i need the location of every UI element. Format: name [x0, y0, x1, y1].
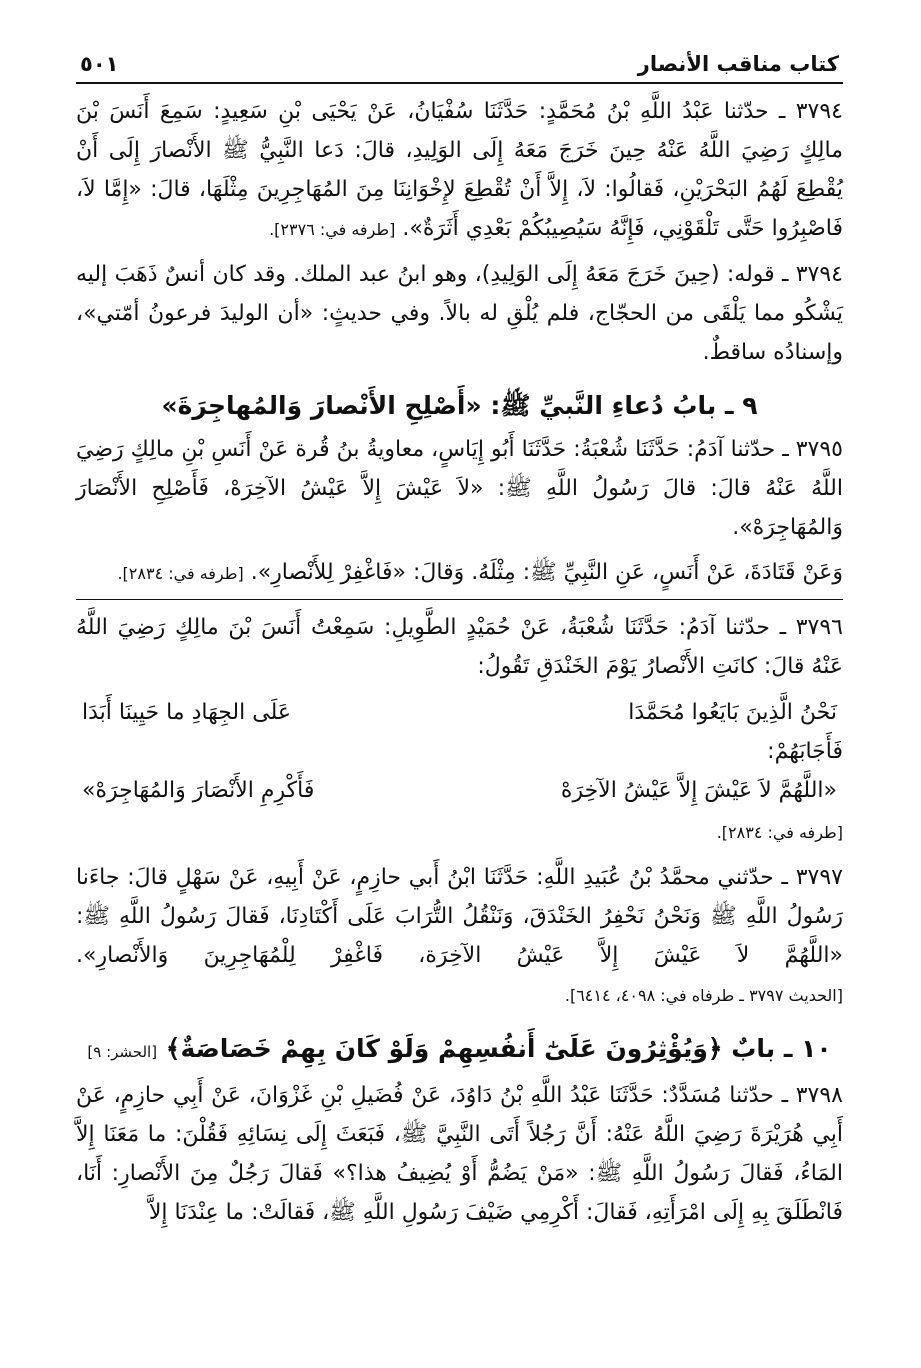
commentary-3794: ٣٧٩٤ ـ قوله: (حِينَ خَرَجَ مَعَهُ إِلَى الوَلِيدِ)، وهو ابنُ عبد الملك. وقد كان أنسٌ ذَهَبَ إليه يَشْكُو مما يَلْقَى من الحجّاج، فلم يُلْقِ له بالاً. وفي حديثٍ: «أن الوليدَ فرعونُ أمّتي»، وإسنادُه ساقطٌ. — [76, 262, 843, 365]
verse-line-2 — [76, 770, 843, 812]
page-number: ٥٠١ — [80, 52, 119, 76]
running-title: كتاب مناقب الأنصار — [637, 52, 839, 76]
hadith-3794-text: ٣٧٩٤ ـ حدّثنا عَبْدُ اللَّهِ بْنُ مُحَمَّدٍ: حَدَّثَنَا سُفْيَانُ، عَنْ يَحْيَى بْنِ سَعِيدٍ: سَمِعَ أَنَسَ بْنَ مالِكٍ رَضِيَ اللَّهُ عَنْهُ حِينَ خَرَجَ مَعَهُ إِلَى الوَلِيدِ، قالَ: دَعا النَّبِيُّ ﷺ الأَنْصارَ إِلَى أَنْ يُقْطِعَ لَهُمُ البَحْرَيْنِ، فَقالُوا: لاَ، إِلاَّ أَنْ تُقْطِعَ لإِخْوَانِنَا مِنَ المُهَاجِرِينَ مِثْلَهَا، قالَ: «إِمَّا لاَ، فَاصْبِرُوا حَتَّى تَلْقَوْنِي، فَإِنَّهُ سَيُصِيبُكُمْ بَعْدِي أَثَرَةٌ». — [76, 99, 843, 241]
hadith-3795-ref: [طرفه في: ٢٨٣٤]. — [117, 564, 244, 583]
hadith-3795-qatada-text: وَعَنْ قَتَادَةَ، عَنْ أَنَسٍ، عَنِ النَّبِيِّ ﷺ: مِثْلَهُ. وَقالَ: «فَاغْفِرْ لِلأَنْصارِ». — [250, 560, 843, 585]
chapter-10-title: ١٠ ـ بابٌ ﴿وَيُؤْثِرُونَ عَلَىٰٓ أَنفُسِهِمْ وَلَوْ كَانَ بِهِمْ خَصَاصَةٌ﴾ — [165, 1034, 832, 1063]
verse-1-second-hemistich: عَلَى الجِهَادِ ما حَيِينَا أَبَدَا — [82, 700, 291, 725]
hadith-3797-ref: [الحديث ٣٧٩٧ ـ طرفاه في: ٤٠٩٨، ٦٤١٤]. — [564, 986, 843, 1005]
hadith-3795: ٣٧٩٥ ـ حدّثنا آدَمُ: حَدَّثَنَا شُعْبَةُ: حَدَّثَنَا أَبُو إِيَاسٍ، معاويةُ بنُ قُرة عَنْ أَنَسِ بْنِ مالِكٍ رَضِيَ اللَّهُ عَنْهُ قالَ: قالَ رَسُولُ اللَّهِ ﷺ: «لاَ عَيْشَ إِلاَّ عَيْشُ الآخِرَهْ، فَأَصْلِحِ الأَنْصَارَ وَالمُهَاجِرَهْ». — [76, 437, 843, 540]
hadith-3795-qatada — [76, 553, 843, 593]
verse-answer: فَأَجَابَهُمْ: — [767, 739, 843, 764]
hadith-3798: ٣٧٩٨ ـ حدّثنا مُسَدَّدٌ: حَدَّثَنَا عَبْدُ اللَّهِ بْنُ دَاوُدَ، عَنْ فُضَيلِ بْنِ غَزْوَانَ، عَنْ أَبِي حازِمٍ، عَنْ أَبِي هُرَيْرَةَ رَضِيَ اللَّهُ عَنْهُ: أَنَّ رَجُلاً أَتَى النَّبِيَّ ﷺ، فَبَعَثَ إِلَى نِسَائِهِ فَقُلْنَ: ما مَعَنَا إِلاَّ المَاءُ، فَقالَ رَسُولُ اللَّهِ ﷺ: «مَنْ يَضُمُّ أَوْ يُضِيفُ هذا؟» فَقالَ رَجُلٌ مِنَ الأَنْصارِ: أَنَا، فَانْطَلَقَ بِهِ إِلَى امْرَأَتِهِ، فَقالَ: أَكْرِمِي ضَيْفَ رَسُولِ اللَّهِ ﷺ، فَقالَتْ: ما عِنْدَنَا إِلاَّ — [76, 1083, 843, 1225]
hadith-3797 — [76, 858, 843, 1015]
hadith-3797-text: ٣٧٩٧ ـ حدّثني محمَّدُ بْنُ عُبَيدِ اللَّهِ: حَدَّثَنَا ابْنُ أَبي حازِمٍ، عَنْ أَبِيهِ، عَنْ سَهْلٍ قالَ: جاءَنا رَسُولُ اللَّهِ ﷺ وَنَحْنُ نَحْفِرُ الخَنْدَقَ، وَنَنْقُلُ التُّرَابَ عَلَى أَكْتَادِنَا، فَقالَ رَسُولُ اللَّهِ ﷺ: «اللَّهُمَّ لاَ عَيْشَ إِلاَّ عَيْشُ الآخِرَة، فَاغْفِرْ لِلْمُهَاجِرِينَ وَالأَنْصارِ». — [76, 865, 843, 968]
verse-2-first-hemistich: «اللَّهُمَّ لاَ عَيْشَ إِلاَّ عَيْشُ الآخِرَهْ — [560, 778, 837, 803]
chapter-10-heading — [76, 1027, 843, 1074]
hadith-3794 — [76, 92, 843, 249]
verse-1-first-hemistich: نَحْنُ الَّذِينَ بَايَعُوا مُحَمَّدَا — [628, 700, 837, 725]
chapter-9-heading: ٩ ـ بابُ دُعاءِ النَّبيِّ ﷺ: «أَصْلِحِ الأَنْصارَ وَالمُهاجِرَةَ» — [161, 391, 758, 420]
verse-line-1 — [76, 692, 843, 734]
hadith-3796: ٣٧٩٦ ـ حدّثنا آدَمُ: حَدَّثَنَا شُعْبَةُ، عَنْ حُمَيْدٍ الطَّوِيلِ: سَمِعْتُ أَنَسَ بْنَ مالِكٍ رَضِيَ اللَّهُ عَنْهُ قالَ: كانَتِ الأَنْصارُ يَوْمَ الخَنْدَقِ تَقُولُ: — [76, 615, 843, 679]
section-divider — [76, 599, 843, 600]
hadith-3796-ref: [طرفه في: ٢٨٣٤]. — [716, 823, 843, 842]
chapter-10-citation: [الحشر: ٩] — [87, 1043, 158, 1061]
hadith-3794-ref: [طرفه في: ٢٣٧٦]. — [269, 220, 396, 239]
verse-2-second-hemistich: فَأَكْرِمِ الأَنْصَارَ وَالمُهَاجِرَهْ» — [82, 778, 315, 803]
hadith-3796-ref-line — [76, 812, 843, 852]
header-rule — [76, 82, 843, 84]
page-header — [76, 52, 843, 82]
